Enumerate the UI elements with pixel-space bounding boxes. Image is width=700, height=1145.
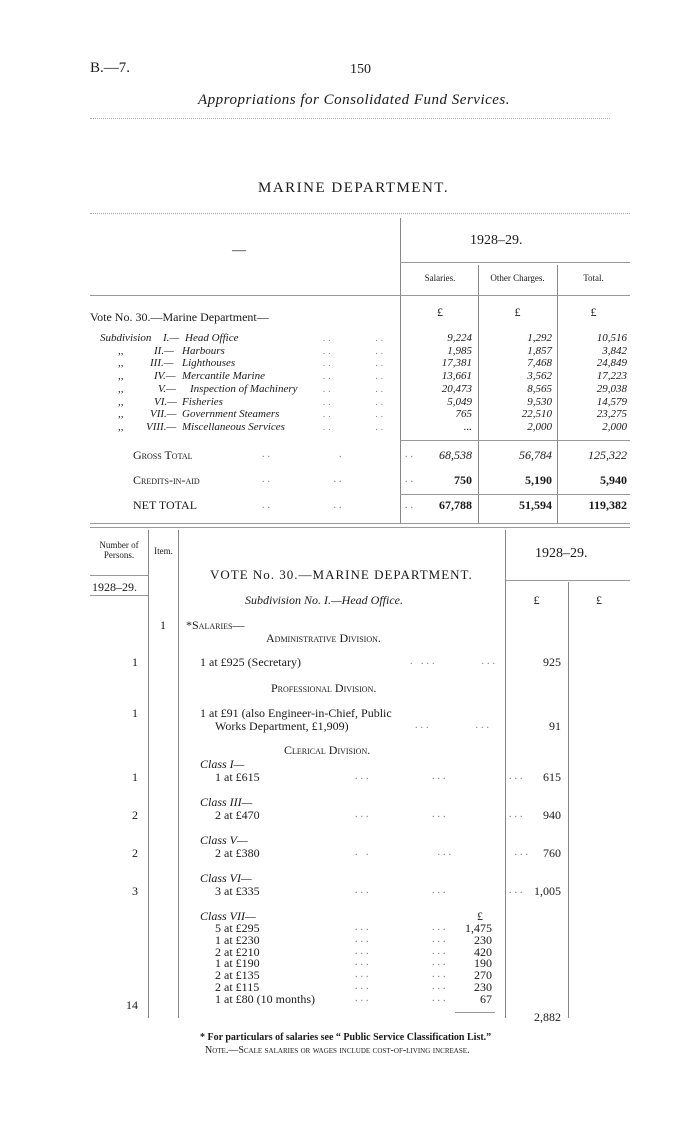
salaries-heading: *Salaries— xyxy=(186,618,245,632)
class7-total: 2,882 xyxy=(534,1010,561,1024)
prof-amount: 91 xyxy=(549,719,561,733)
detail-year-left: 1928–29. xyxy=(92,580,137,594)
subdivision-name: Harbours xyxy=(182,344,225,357)
subdivision-other: 2,000 xyxy=(527,420,552,433)
credits-in-aid-salaries: 750 xyxy=(454,473,472,487)
subdivision-total: 14,579 xyxy=(596,395,627,408)
subdivision-total: 3,842 xyxy=(602,344,627,357)
detail-vote-title: VOTE No. 30.—MARINE DEPARTMENT. xyxy=(210,567,473,582)
subdivision-total: 29,038 xyxy=(596,382,627,395)
summary-currency-total: £ xyxy=(590,305,597,319)
subdivision-num: VII.— xyxy=(150,408,177,421)
class7-line-amount: 230 xyxy=(474,932,492,947)
subdivision-prefix: ,, xyxy=(118,408,124,421)
document-page: B.—7. 150 Appropriations for Consolidated Fund Services. MARINE DEPARTMENT. — 1928–29. Salaries. Other Charges. Total. £ £ £ Vote No. 30.—Marine Department— Subdivision I.— Head Office .. .. 9,224 1,292 10,516 ,, II.— Harbours .. .. 1,985 1,857 3,842 ,, III.— Lighthouses .. .. 17,381 7,468 24,849 ,, IV.— Mercantile Marine .. .. 13,661 3,562 17,223 ,, V.— Inspection of Machinery .. .. 20,473 8,565 29,038 ,, VI.— Fisheries .. .. 5,049 9,530 14,579 ,, VII.— Government Steamers .. .. 765 22,510 23,275 ,, VIII.— Miscellaneous Services .. .. ... 2,000 2,000 Gross Total .. . .. 68,538 56,784 125,322 Credits-in-aid .. .. .. 750 5,190 5,940 NET TOTAL .. .. .. 67,788 51,594 119,382 Number of Persons. Item. 1928–29. 1928–29. VOTE No. 30.—MARINE DEPARTMENT. Subdivision No. I.—Head Office. £ £ 1 *Salaries— Administrative Division. 1 1 at £925 (Secretary) . ... ... 925 Professional Division. 1 1 at £91 (also Engineer-in-Chief, Public Works Department, £1,909) ... ... 91 Clerical Division. Class I— 1 1 at £615 ... ... ... 615 Class III— 2 2 at £470 ... ... ... 940 Class V— 2 2 at £380 . . ... ... 760 Class VI— 3 3 at £335 ... ... ... 1,005 Class VII— £ 5 at £295 ... ... 1,475 1 at £230 ... ... 230 2 at £210 ... ... 420 1 at £190 ... ... 190 2 at £135 ... ... 270 2 at £115 ... ... 230 1 at £80 (10 months) ... ... 67 14 2,882 * For particulars of salaries see “ Public Service Classification List.” Note.—Scale salaries or wages include cost-of-living increase. xyxy=(0,0,700,1145)
item-header: Item. xyxy=(154,546,173,556)
page-number: 150 xyxy=(350,62,371,77)
class7-line-amount: 1,475 xyxy=(465,921,492,935)
subdivision-prefix: ,, xyxy=(118,357,124,370)
subdivision-salaries: 765 xyxy=(455,408,472,421)
item-number: 1 xyxy=(160,618,166,632)
class7-line-amount: 420 xyxy=(474,944,492,959)
subdivision-salaries: ... xyxy=(463,420,472,433)
net-total-other: 51,594 xyxy=(519,498,552,512)
vote-label: Vote No. 30.—Marine Department— xyxy=(90,310,269,324)
class1-amount: 615 xyxy=(543,770,561,784)
subdivision-prefix: ,, xyxy=(118,344,124,357)
admin-text: 1 at £925 (Secretary) xyxy=(200,655,301,669)
class3-label: Class III— xyxy=(200,795,253,809)
class1-text: 1 at £615 xyxy=(215,770,260,784)
net-total-total: 119,382 xyxy=(588,498,627,512)
report-code: B.—7. xyxy=(90,60,131,76)
subdivision-prefix: ,, xyxy=(118,420,124,433)
col-other-charges: Other Charges. xyxy=(490,273,545,283)
subdivision-other: 9,530 xyxy=(527,395,552,408)
class6-amount: 1,005 xyxy=(534,884,561,898)
class7-line-text: 1 at £190 xyxy=(215,956,260,971)
detail-currency-1: £ xyxy=(533,593,540,607)
subdivision-prefix: ,, xyxy=(118,382,124,395)
prof-persons: 1 xyxy=(132,706,138,720)
subdivision-other: 7,468 xyxy=(527,357,552,370)
footnote-2: Note.—Scale salaries or wages include cost-of-living increase. xyxy=(205,1045,470,1056)
subdivision-name: Mercantile Marine xyxy=(182,370,265,383)
gross-total-total: 125,322 xyxy=(588,448,627,462)
credits-in-aid-label: Credits-in-aid xyxy=(133,473,200,487)
summary-dash: — xyxy=(232,243,246,258)
class7-line-amount: 270 xyxy=(474,968,492,983)
subdivision-total: 17,223 xyxy=(596,370,627,383)
class7-line-text: 2 at £135 xyxy=(215,968,260,983)
subdivision-name: Government Steamers xyxy=(182,408,280,421)
subdivision-num: IV.— xyxy=(154,370,176,383)
class5-label: Class V— xyxy=(200,833,248,847)
class7-line-text: 5 at £295 xyxy=(215,921,260,935)
subdivision-num: I.— xyxy=(163,332,180,344)
subdivision-prefix: ,, xyxy=(118,395,124,408)
class1-label: Class I— xyxy=(200,757,245,771)
credits-in-aid-total: 5,940 xyxy=(600,473,627,487)
summary-year: 1928–29. xyxy=(470,233,523,248)
gross-total-label: Gross Total xyxy=(133,448,193,462)
class3-persons: 2 xyxy=(132,808,138,822)
subdivision-name: Head Office xyxy=(185,332,239,344)
subdivision-salaries: 9,224 xyxy=(447,332,472,344)
header-rule xyxy=(90,118,610,119)
subdivision-salaries: 1,985 xyxy=(447,344,472,357)
subdivision-num: V.— xyxy=(158,382,176,395)
subdivision-num: VIII.— xyxy=(146,420,177,433)
subdivision-salaries: 20,473 xyxy=(441,382,472,395)
class3-amount: 940 xyxy=(543,808,561,822)
title-rule xyxy=(90,213,630,214)
net-total-salaries: 67,788 xyxy=(439,498,472,512)
subdivision-other: 3,562 xyxy=(527,370,552,383)
summary-currency-other: £ xyxy=(514,305,521,319)
subdivision-salaries: 5,049 xyxy=(447,395,472,408)
subdivision-name: Fisheries xyxy=(182,395,223,408)
gross-total-salaries: 68,538 xyxy=(439,448,472,462)
detail-year-right: 1928–29. xyxy=(535,546,588,561)
gross-total-other: 56,784 xyxy=(519,448,552,462)
admin-persons: 1 xyxy=(132,655,138,669)
col-total: Total. xyxy=(583,273,604,283)
class7-line-text: 1 at £230 xyxy=(215,932,260,947)
subdivision-total: 2,000 xyxy=(602,420,627,433)
subdivision-total: 10,516 xyxy=(596,332,627,344)
administrative-division: Administrative Division. xyxy=(266,631,381,645)
prof-text-1: 1 at £91 (also Engineer-in-Chief, Public xyxy=(200,706,392,720)
class1-persons: 1 xyxy=(132,770,138,784)
department-title: MARINE DEPARTMENT. xyxy=(258,180,450,196)
subdivision-other: 8,565 xyxy=(527,382,552,395)
class7-label: Class VII— xyxy=(200,909,256,923)
subdivision-other: 1,857 xyxy=(527,344,552,357)
number-of-persons-header: Number of Persons. xyxy=(99,540,139,560)
professional-division: Professional Division. xyxy=(271,681,377,695)
footnote-1: * For particulars of salaries see “ Public Service Classification List.” xyxy=(200,1032,492,1043)
class7-line-amount: 190 xyxy=(474,956,492,971)
subdivision-other: 1,292 xyxy=(527,332,552,344)
detail-subdivision-title: Subdivision No. I.—Head Office. xyxy=(245,593,403,607)
class7-currency: £ xyxy=(477,909,483,923)
running-title: Appropriations for Consolidated Fund Services. xyxy=(198,92,511,108)
subdivision-other: 22,510 xyxy=(521,408,552,421)
class5-amount: 760 xyxy=(543,846,561,860)
class5-persons: 2 xyxy=(132,846,138,860)
prof-text-2: Works Department, £1,909) xyxy=(215,719,349,733)
admin-amount: 925 xyxy=(543,655,561,669)
subdivision-salaries: 13,661 xyxy=(441,370,472,383)
subdivision-prefix: Subdivision xyxy=(100,332,152,344)
class7-line-text: 1 at £80 (10 months) xyxy=(215,991,315,1006)
class6-label: Class VI— xyxy=(200,871,252,885)
subdivision-prefix: ,, xyxy=(118,370,124,383)
class6-text: 3 at £335 xyxy=(215,884,260,898)
class7-line-amount: 67 xyxy=(480,991,492,1006)
subdivision-num: III.— xyxy=(150,357,174,370)
class5-text: 2 at £380 xyxy=(215,846,260,860)
credits-in-aid-other: 5,190 xyxy=(525,473,552,487)
class6-persons: 3 xyxy=(132,884,138,898)
subdivision-name: Inspection of Machinery xyxy=(190,382,298,395)
subdivision-num: II.— xyxy=(154,344,174,357)
class7-line-text: 2 at £115 xyxy=(215,980,260,994)
net-total-label: NET TOTAL xyxy=(133,498,198,512)
class7-line-text: 2 at £210 xyxy=(215,944,260,959)
col-salaries: Salaries. xyxy=(424,273,456,283)
subdivision-name: Lighthouses xyxy=(182,357,236,370)
subdivision-salaries: 17,381 xyxy=(441,357,472,370)
subdivision-total: 23,275 xyxy=(596,408,627,421)
detail-currency-2: £ xyxy=(596,593,602,607)
summary-currency-salaries: £ xyxy=(437,305,443,319)
clerical-division: Clerical Division. xyxy=(284,743,371,757)
class7-line-amount: 230 xyxy=(474,980,492,994)
subdivision-total: 24,849 xyxy=(596,357,627,370)
class3-text: 2 at £470 xyxy=(215,808,260,822)
subdivision-name: Miscellaneous Services xyxy=(182,420,285,433)
class7-persons: 14 xyxy=(126,998,138,1012)
subdivision-num: VI.— xyxy=(154,395,177,408)
